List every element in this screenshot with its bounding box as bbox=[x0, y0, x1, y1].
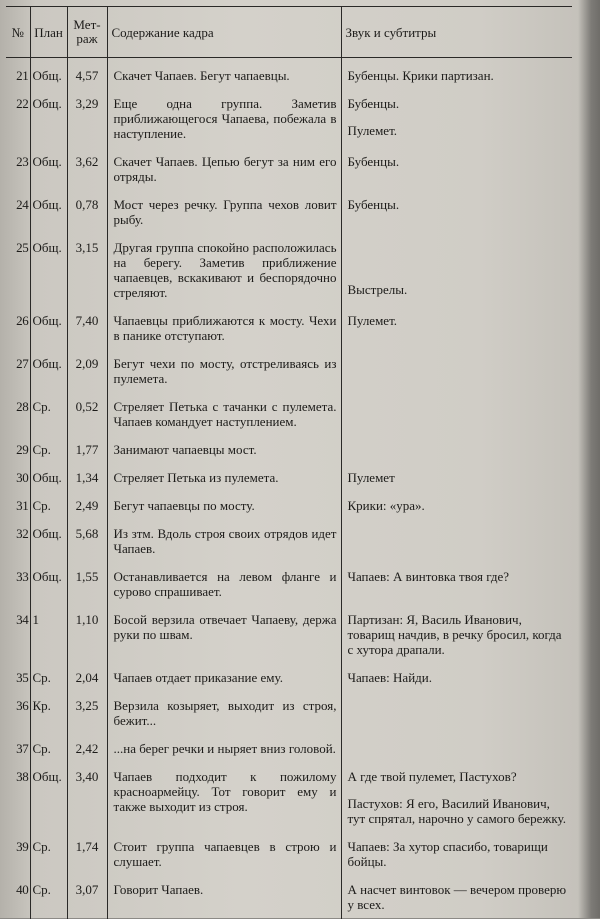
table-row bbox=[6, 148, 572, 191]
shot-sound bbox=[341, 763, 572, 833]
shot-plan: Общ. bbox=[30, 520, 67, 563]
shot-number: 23 bbox=[6, 148, 30, 191]
shot-meterage: 3,40 bbox=[67, 763, 107, 833]
header-content: Содержание кадра bbox=[107, 7, 341, 58]
shot-content: Стреляет Петька с тачанки с пулемета. Чапаев командует наступлением. bbox=[107, 393, 341, 436]
sound-line: Пулемет. bbox=[348, 313, 570, 328]
table-row bbox=[6, 606, 572, 664]
table-row bbox=[6, 876, 572, 919]
shot-meterage: 1,77 bbox=[67, 436, 107, 464]
header-plan: План bbox=[30, 7, 67, 58]
table-row bbox=[6, 664, 572, 692]
sound-line: Крики: «ура». bbox=[348, 498, 570, 513]
shot-meterage: 7,40 bbox=[67, 307, 107, 350]
shot-plan: Общ. bbox=[30, 58, 67, 91]
shot-number: 29 bbox=[6, 436, 30, 464]
shot-sound bbox=[341, 692, 572, 735]
shot-plan: Общ. bbox=[30, 563, 67, 606]
shot-content: Говорит Чапаев. bbox=[107, 876, 341, 919]
table-row bbox=[6, 735, 572, 763]
sound-line: А насчет винтовок — вечером проверю у всех. bbox=[348, 882, 570, 912]
table-row bbox=[6, 763, 572, 833]
shot-content: Останавливается на левом фланге и сурово спрашивает. bbox=[107, 563, 341, 606]
sound-line: Чапаев: Найди. bbox=[348, 670, 570, 685]
sound-line: Выстрелы. bbox=[348, 282, 570, 297]
shot-plan: Общ. bbox=[30, 234, 67, 307]
shot-sound bbox=[341, 606, 572, 664]
sound-line: Бубенцы. bbox=[348, 197, 570, 212]
shot-content: Другая группа спокойно расположилась на берегу. Заметив приближение чапаевцев, вскакивают и беспорядочно стреляют. bbox=[107, 234, 341, 307]
shot-content: Мост через речку. Группа чехов ловит рыбу. bbox=[107, 191, 341, 234]
shot-number: 38 bbox=[6, 763, 30, 833]
sound-line: Пастухов: Я его, Василий Иванович, тут спрятал, нарочно у самого бережку. bbox=[348, 796, 570, 826]
shot-meterage: 3,62 bbox=[67, 148, 107, 191]
shot-number: 36 bbox=[6, 692, 30, 735]
shot-sound bbox=[341, 520, 572, 563]
header-sound: Звук и субтитры bbox=[341, 7, 572, 58]
table-header bbox=[6, 7, 572, 58]
shot-number: 32 bbox=[6, 520, 30, 563]
shot-meterage: 5,68 bbox=[67, 520, 107, 563]
table-row bbox=[6, 234, 572, 307]
shot-plan: Общ. bbox=[30, 90, 67, 148]
shot-content: Скачет Чапаев. Бегут чапаевцы. bbox=[107, 58, 341, 91]
shot-number: 28 bbox=[6, 393, 30, 436]
table-row bbox=[6, 58, 572, 91]
shot-sound bbox=[341, 307, 572, 350]
shot-sound bbox=[341, 90, 572, 148]
shot-list-table bbox=[6, 6, 572, 919]
shot-number: 37 bbox=[6, 735, 30, 763]
shot-sound bbox=[341, 234, 572, 307]
page-edge-shadow bbox=[578, 0, 600, 918]
shot-plan: 1 bbox=[30, 606, 67, 664]
sound-line: Бубенцы. bbox=[348, 96, 570, 111]
shot-meterage: 3,07 bbox=[67, 876, 107, 919]
shot-plan: Ср. bbox=[30, 833, 67, 876]
shot-content: Чапаев отдает приказание ему. bbox=[107, 664, 341, 692]
shot-meterage: 0,52 bbox=[67, 393, 107, 436]
shot-sound bbox=[341, 833, 572, 876]
shot-meterage: 0,78 bbox=[67, 191, 107, 234]
table-row bbox=[6, 520, 572, 563]
shot-number: 34 bbox=[6, 606, 30, 664]
shot-number: 31 bbox=[6, 492, 30, 520]
header-num: № bbox=[6, 7, 30, 58]
shot-meterage: 4,57 bbox=[67, 58, 107, 91]
table-row bbox=[6, 833, 572, 876]
shot-plan: Общ. bbox=[30, 191, 67, 234]
shot-content: Босой верзила отвечает Чапаеву, держа руки по швам. bbox=[107, 606, 341, 664]
sound-line: Чапаев: А винтовка твоя где? bbox=[348, 569, 570, 584]
shot-plan: Общ. bbox=[30, 464, 67, 492]
shot-content: Чапаев подходит к пожилому красноармейцу. Тот говорит ему и также выходит из строя. bbox=[107, 763, 341, 833]
shot-plan: Общ. bbox=[30, 148, 67, 191]
shot-meterage: 2,49 bbox=[67, 492, 107, 520]
table-row bbox=[6, 692, 572, 735]
shot-sound bbox=[341, 563, 572, 606]
sound-line bbox=[348, 240, 570, 270]
shot-plan: Общ. bbox=[30, 350, 67, 393]
shot-content: Из зтм. Вдоль строя своих отрядов идет Чапаев. bbox=[107, 520, 341, 563]
sound-line: Пулемет bbox=[348, 470, 570, 485]
shot-meterage: 1,55 bbox=[67, 563, 107, 606]
shot-sound bbox=[341, 393, 572, 436]
shot-sound bbox=[341, 492, 572, 520]
shot-content: Бегут чехи по мосту, отстреливаясь из пулемета. bbox=[107, 350, 341, 393]
table-row bbox=[6, 350, 572, 393]
shot-content: Занимают чапаевцы мост. bbox=[107, 436, 341, 464]
shot-content: Стоит группа чапаевцев в строю и слушает. bbox=[107, 833, 341, 876]
sound-line: Партизан: Я, Василь Иванович, товарищ начдив, в речку бросил, когда с хутора драпали. bbox=[348, 612, 570, 657]
shot-plan: Общ. bbox=[30, 763, 67, 833]
sound-line: Бубенцы. bbox=[348, 154, 570, 169]
shot-content: ...на берег речки и ныряет вниз головой. bbox=[107, 735, 341, 763]
shot-content: Скачет Чапаев. Цепью бегут за ним его отряды. bbox=[107, 148, 341, 191]
table-row bbox=[6, 393, 572, 436]
shot-sound bbox=[341, 58, 572, 91]
shot-number: 35 bbox=[6, 664, 30, 692]
shot-plan: Общ. bbox=[30, 307, 67, 350]
shot-meterage: 1,74 bbox=[67, 833, 107, 876]
shot-sound bbox=[341, 191, 572, 234]
shot-content: Еще одна группа. Заметив приближающегося Чапаева, побежала в наступление. bbox=[107, 90, 341, 148]
sound-line: Пулемет. bbox=[348, 123, 570, 138]
table-row bbox=[6, 90, 572, 148]
shot-number: 27 bbox=[6, 350, 30, 393]
shot-number: 25 bbox=[6, 234, 30, 307]
shot-number: 30 bbox=[6, 464, 30, 492]
header-meter-line1: Мет- bbox=[73, 17, 100, 32]
shot-sound bbox=[341, 735, 572, 763]
shot-meterage: 3,25 bbox=[67, 692, 107, 735]
shot-number: 40 bbox=[6, 876, 30, 919]
shot-number: 22 bbox=[6, 90, 30, 148]
shot-number: 21 bbox=[6, 58, 30, 91]
shot-number: 24 bbox=[6, 191, 30, 234]
shot-plan: Ср. bbox=[30, 436, 67, 464]
header-meter bbox=[67, 7, 107, 58]
shot-meterage: 1,34 bbox=[67, 464, 107, 492]
table-row bbox=[6, 436, 572, 464]
shot-content: Бегут чапаевцы по мосту. bbox=[107, 492, 341, 520]
shot-plan: Ср. bbox=[30, 664, 67, 692]
shot-plan: Ср. bbox=[30, 735, 67, 763]
shot-sound bbox=[341, 876, 572, 919]
table-row bbox=[6, 307, 572, 350]
table-row bbox=[6, 492, 572, 520]
shot-sound bbox=[341, 148, 572, 191]
shot-meterage: 3,15 bbox=[67, 234, 107, 307]
table-row bbox=[6, 191, 572, 234]
shot-number: 39 bbox=[6, 833, 30, 876]
table-row bbox=[6, 464, 572, 492]
shot-content: Чапаевцы приближаются к мосту. Чехи в панике отступают. bbox=[107, 307, 341, 350]
shot-plan: Ср. bbox=[30, 393, 67, 436]
shot-meterage: 2,42 bbox=[67, 735, 107, 763]
sound-line: А где твой пулемет, Пастухов? bbox=[348, 769, 570, 784]
shot-sound bbox=[341, 350, 572, 393]
table-body bbox=[6, 58, 572, 919]
shot-plan: Ср. bbox=[30, 492, 67, 520]
shot-number: 26 bbox=[6, 307, 30, 350]
shot-plan: Кр. bbox=[30, 692, 67, 735]
header-meter-line2: раж bbox=[76, 31, 97, 46]
shot-meterage: 2,04 bbox=[67, 664, 107, 692]
shot-meterage: 3,29 bbox=[67, 90, 107, 148]
shot-sound bbox=[341, 436, 572, 464]
shot-meterage: 1,10 bbox=[67, 606, 107, 664]
sound-line: Бубенцы. Крики партизан. bbox=[348, 68, 570, 83]
shot-sound bbox=[341, 664, 572, 692]
shot-number: 33 bbox=[6, 563, 30, 606]
shot-content: Стреляет Петька из пулемета. bbox=[107, 464, 341, 492]
shot-content: Верзила козыряет, выходит из строя, бежит... bbox=[107, 692, 341, 735]
shot-plan: Ср. bbox=[30, 876, 67, 919]
shot-sound bbox=[341, 464, 572, 492]
table-row bbox=[6, 563, 572, 606]
shot-meterage: 2,09 bbox=[67, 350, 107, 393]
sound-line: Чапаев: За хутор спасибо, товарищи бойцы. bbox=[348, 839, 570, 869]
